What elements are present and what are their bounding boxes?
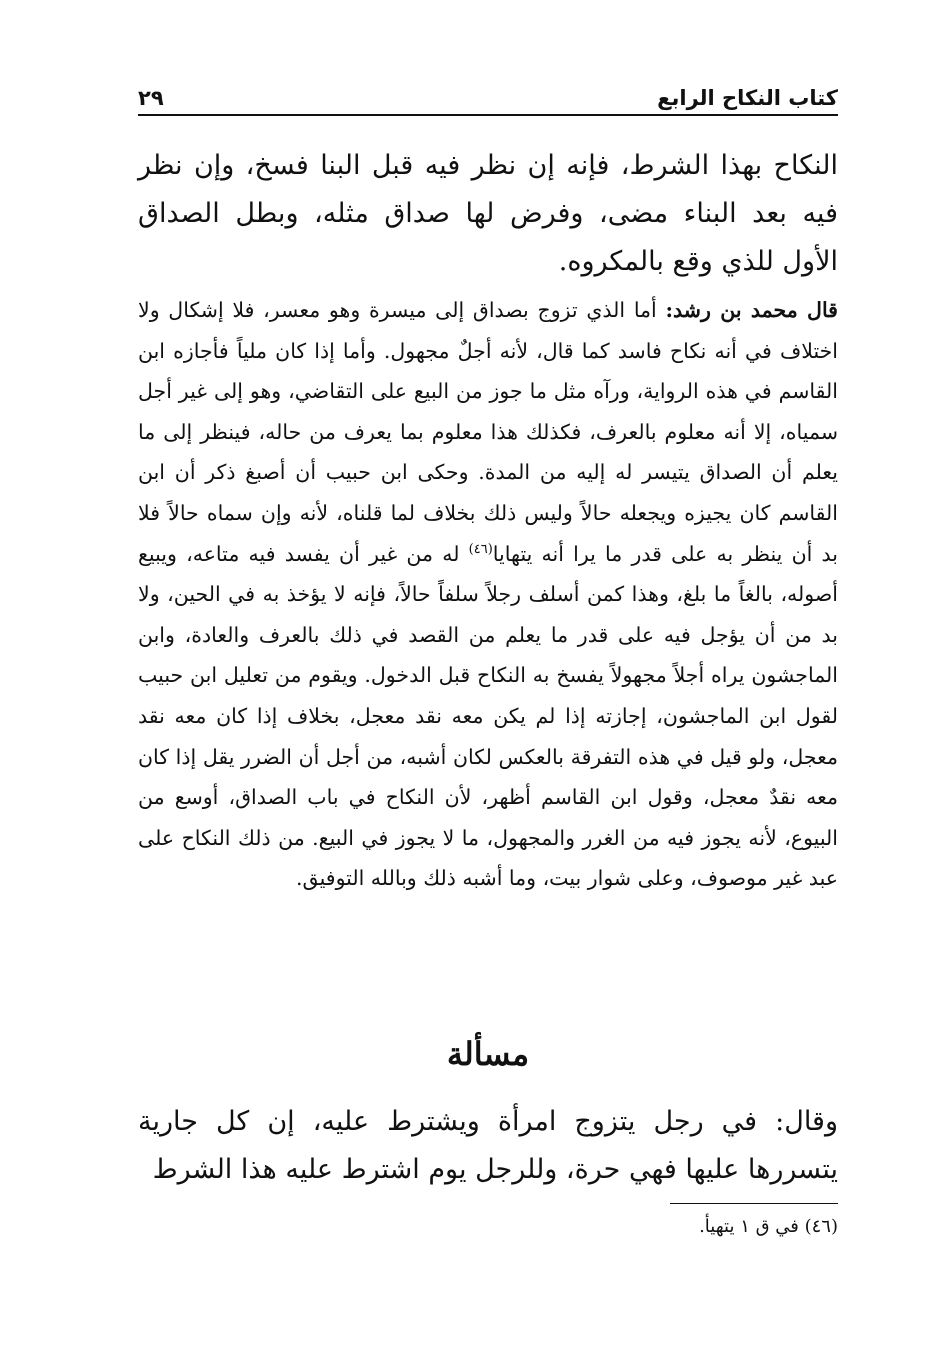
commentary-text-part-2: له من غير أن يفسد فيه متاعه، ويبيع أصوله، بالغاً ما بلغ، وهذا كمن أسلف رجلاً سلفاً حالاً، فإنه لا يؤخذ به في الحين، ولا بد من أن يؤجل فيه على قدر ما يعلم من القصد في ذلك بالعرف والعادة، وابن الماجشون يراه أجلاً مجهولاً يفسخ به النكاح قبل الدخول. ويقوم من تعليل ابن حبيب لقول ابن الماجشون، إجازته إذا لم يكن معه نقد معجل، بخلاف إذا كان معه نقد معجل، ولو قيل في هذه التفرقة بالعكس لكان أشبه، من أجل أن الضرر يقل إذا كان معه نقدٌ معجل، وقول ابن القاسم أظهر، لأن النكاح في باب الصداق، أوسع من البيوع، لأنه يجوز فيه من الغرر والمجهول، ما لا يجوز في البيع. من ذلك النكاح على عبد غير موصوف، وعلى شوار بيت، وما أشبه ذلك وبالله التوفيق. (138, 541, 838, 891)
section-heading: مسألة (446, 1035, 530, 1073)
footnote-reference: (٤٦) (468, 541, 493, 557)
page-header (138, 70, 838, 116)
paragraph-1: النكاح بهذا الشرط، فإنه إن نظر فيه قبل البنا فسخ، وإن نظر فيه بعد البناء مضى، وفرض لها صداق مثله، وبطل الصداق الأول للذي وقع بالمكروه. (138, 150, 838, 277)
paragraph-3: وقال: في رجل يتزوج امرأة ويشترط عليه، إن كل جارية يتسررها عليها فهي حرة، وللرجل يوم اشترط عليه هذا الشرط (138, 1106, 838, 1185)
page-number: ٢٩ (138, 86, 164, 110)
running-title: كتاب النكاح الرابع (657, 86, 838, 110)
footnote: (٤٦) في ق ١ يتهيأ. (699, 1216, 838, 1237)
commentary-text-part-1: أما الذي تزوج بصداق إلى ميسرة وهو معسر، فلا إشكال ولا اختلاف في أنه نكاح فاسد كما قال، لأنه أجلٌ مجهول. وأما إذا كان ملياً فأجازه ابن القاسم في هذه الرواية، ورآه مثل ما جوز من البيع على التقاضي، وهو إلى غير أجل سمياه، إلا أنه معلوم بالعرف، فكذلك هذا معلوم بما يعرف من حاله، فينظر إلى ما يعلم أن الصداق يتيسر له إليه من المدة. وحكى ابن حبيب أن أصبغ ذكر أن ابن القاسم كان يجيزه ويجعله حالاً وليس ذلك بخلاف لما قلناه، لأنه وإن سماه حالاً فلا بد أن ينظر به على قدر ما يرا أنه يتهايا (138, 298, 838, 566)
paragraph-commentary (138, 290, 838, 899)
footnote-divider (670, 1203, 838, 1204)
speaker-name: قال محمد بن رشد: (665, 298, 838, 322)
